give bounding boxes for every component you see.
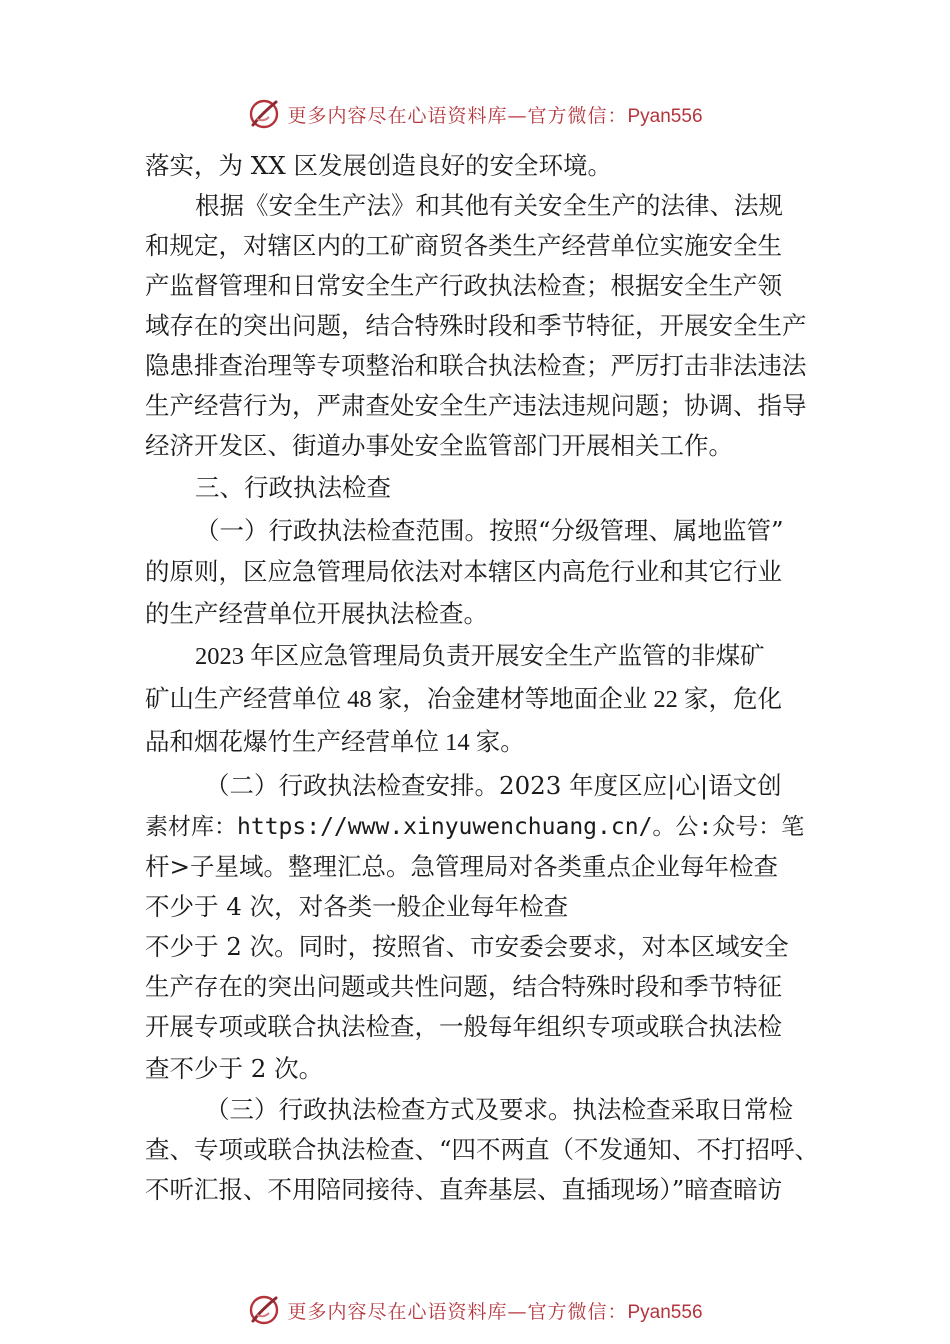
paragraph-line: 查不少于 2 次。 bbox=[145, 1054, 324, 1083]
brush-logo-icon bbox=[247, 97, 281, 131]
paragraph-line: 和规定，对辖区内的工矿商贸各类生产经营单位实施安全生 bbox=[145, 231, 782, 260]
brush-logo-icon bbox=[247, 1293, 281, 1327]
paragraph-line: 开展专项或联合执法检查，一般每年组织专项或联合执法检 bbox=[145, 1012, 782, 1041]
paragraph-line: 经济开发区、街道办事处安全监管部门开展相关工作。 bbox=[145, 431, 733, 460]
paragraph-line: 品和烟花爆竹生产经营单位 14 家。 bbox=[145, 729, 525, 756]
paragraph-line: 的原则，区应急管理局依法对本辖区内高危行业和其它行业 bbox=[145, 557, 782, 586]
paragraph-line: 素材库：https://www.xinyuwenchuang.cn/。公:众号：笔 bbox=[145, 814, 805, 840]
paragraph-line: 域存在的突出问题，结合特殊时段和季节特征，开展安全生产 bbox=[145, 311, 807, 340]
paragraph-line: 根据《安全生产法》和其他有关安全生产的法律、法规 bbox=[195, 191, 783, 220]
paragraph-line: （三）行政执法检查方式及要求。执法检查采取日常检 bbox=[205, 1095, 793, 1124]
paragraph-line: 隐患排查治理等专项整治和联合执法检查；严厉打击非法违法 bbox=[145, 351, 807, 380]
watermark-header bbox=[0, 94, 950, 134]
section-heading: 三、行政执法检查 bbox=[195, 473, 391, 502]
paragraph-line: （二）行政执法检查安排。2023 年度区应|心|语文创 bbox=[205, 771, 782, 800]
paragraph-line: 不听汇报、不用陪同接待、直奔基层、直插现场）”暗查暗访 bbox=[145, 1175, 783, 1204]
paragraph-line: 的生产经营单位开展执法检查。 bbox=[145, 599, 488, 628]
paragraph-line: 不少于 4 次，对各类一般企业每年检查 bbox=[145, 892, 569, 921]
paragraph-line: 不少于 2 次。同时，按照省、市安委会要求，对本区域安全 bbox=[145, 932, 789, 961]
document-body bbox=[145, 146, 825, 1210]
paragraph-line: 产监督管理和日常安全生产行政执法检查；根据安全生产领 bbox=[145, 271, 782, 300]
paragraph-line: 查、专项或联合执法检查、“四不两直（不发通知、不打招呼、 bbox=[145, 1135, 820, 1164]
paragraph-line: 落实，为 XX 区发展创造良好的安全环境。 bbox=[145, 151, 612, 180]
paragraph-line: 生产存在的突出问题或共性问题，结合特殊时段和季节特征 bbox=[145, 972, 782, 1001]
watermark-text: 更多内容尽在心语资料库—官方微信：Pyan556 bbox=[287, 104, 703, 127]
paragraph-line: 矿山生产经营单位 48 家，冶金建材等地面企业 22 家，危化 bbox=[145, 686, 782, 713]
watermark-text: 更多内容尽在心语资料库—官方微信：Pyan556 bbox=[287, 1300, 703, 1323]
paragraph-line: 杆>子星域。整理汇总。急管理局对各类重点企业每年检查 bbox=[145, 852, 779, 881]
paragraph-line: （一）行政执法检查范围。按照“分级管理、属地监管” bbox=[195, 516, 784, 545]
watermark-footer bbox=[0, 1290, 950, 1330]
paragraph-line: 生产经营行为，严肃查处安全生产违法违规问题；协调、指导 bbox=[145, 391, 807, 420]
paragraph-line: 2023 年区应急管理局负责开展安全生产监管的非煤矿 bbox=[195, 643, 765, 670]
